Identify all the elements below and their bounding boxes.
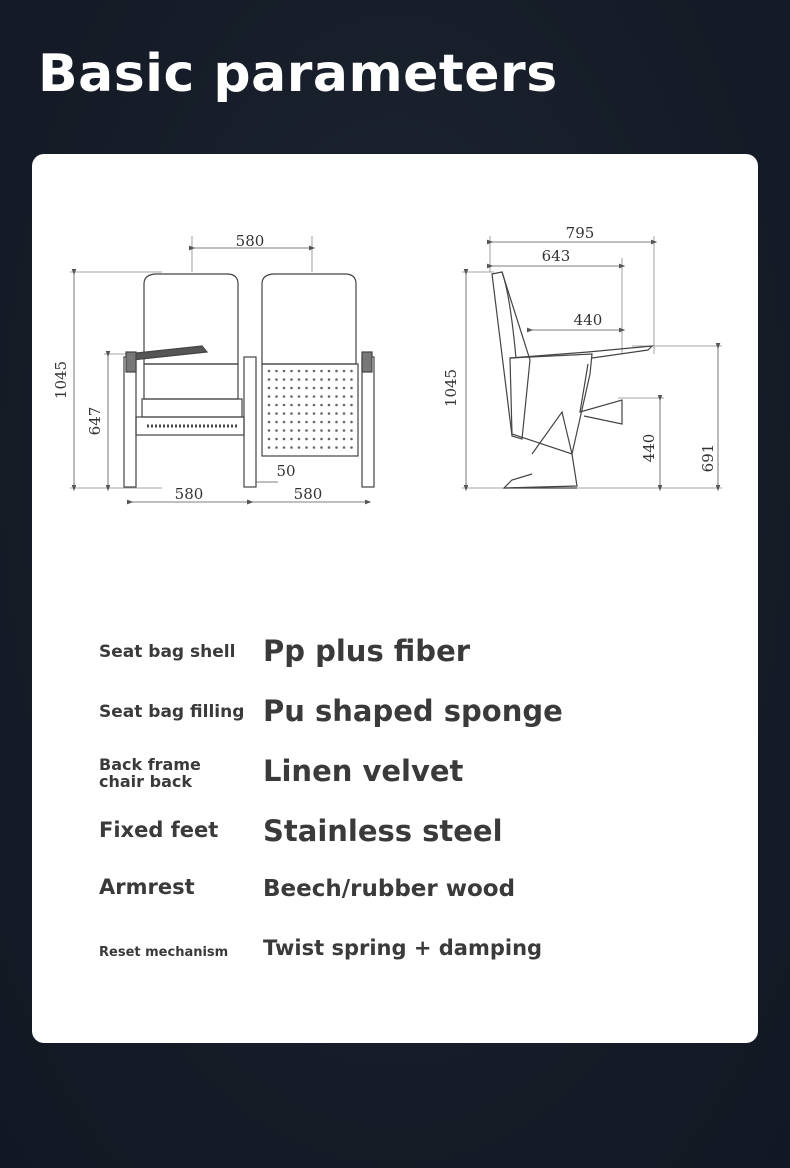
front-view [70,236,374,502]
technical-drawing [32,154,758,554]
dim-front-gap: 50 [276,462,296,480]
spec-value: Pp plus fiber [263,634,471,668]
spec-label: Reset mechanism [99,945,229,960]
spec-value: Stainless steel [263,814,503,848]
spec-card [32,154,758,1043]
dim-front-seat-height: 647 [86,406,104,436]
dim-side-height: 1045 [442,368,460,408]
page-title: Basic parameters [38,44,558,104]
perforation-pattern [268,370,353,449]
spec-label: Seat bag filling [99,702,245,722]
dim-side-armrest-height: 691 [699,443,717,473]
dim-front-height: 1045 [52,360,70,400]
dim-front-bottom-right: 580 [293,485,323,503]
spec-label: Seat bag shell [99,642,236,662]
spec-value: Pu shaped sponge [263,694,563,728]
dim-side-seat-depth: 440 [573,311,603,329]
spec-value: Beech/rubber wood [263,876,516,902]
spec-label: Back frame chair back [99,755,201,791]
dim-side-seat-height: 440 [640,433,658,463]
spec-label: Armrest [99,875,195,899]
dim-front-bottom-left: 580 [174,485,204,503]
spec-label: Fixed feet [99,818,219,842]
spec-value: Twist spring + damping [263,936,543,960]
dim-side-depth-total: 795 [565,224,595,242]
dim-front-top-width: 580 [235,232,265,250]
spec-value: Linen velvet [263,754,464,788]
dim-side-depth-open: 643 [541,247,571,265]
side-view [462,236,722,488]
